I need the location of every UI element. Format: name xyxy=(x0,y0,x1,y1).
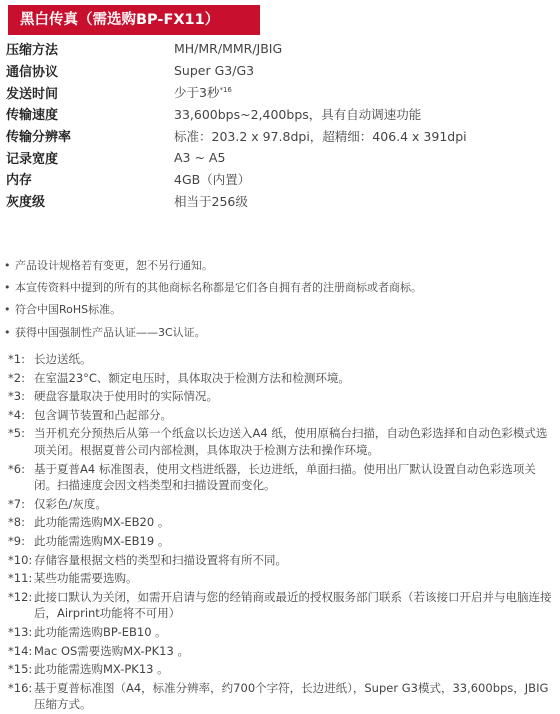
footnote-text: 此功能需选购MX-EB19 。 xyxy=(34,533,170,548)
footnote-mark: *13: xyxy=(8,624,33,639)
footnote xyxy=(8,623,556,642)
spec-label: 发送时间 xyxy=(6,86,59,102)
spec-row xyxy=(6,38,556,60)
footnote-list xyxy=(8,350,556,714)
spec-value: 相当于256级 xyxy=(174,193,248,209)
spec-row xyxy=(6,168,556,190)
footnote xyxy=(8,513,556,532)
disclaimer-list xyxy=(4,255,554,344)
footnote-mark: *5: xyxy=(8,426,25,441)
footnote-text: 在室温23°C、额定电压时，具体取决于检测方法和检测环境。 xyxy=(34,370,350,385)
bullet-icon: • xyxy=(4,281,11,295)
footnote-text: 包含调节装置和凸起部分。 xyxy=(34,407,172,422)
footnote xyxy=(8,642,556,661)
spec-row xyxy=(6,146,556,168)
footnote-mark: *9: xyxy=(8,533,25,548)
footnote xyxy=(8,350,556,369)
footnote-ref: *16 xyxy=(219,86,232,95)
spec-value: 4GB（内置） xyxy=(174,171,251,187)
footnote-text: 此功能需选购BP-EB10 。 xyxy=(34,624,167,639)
spec-value: MH/MR/MMR/JBIG xyxy=(174,41,283,57)
footnote xyxy=(8,406,556,425)
list-item: • 符合中国RoHS标准。 xyxy=(4,299,554,321)
footnote-text: 硬盘容量取决于使用时的实际情况。 xyxy=(34,389,218,404)
footnote-mark: *7: xyxy=(8,496,25,511)
spec-value: A3 ~ A5 xyxy=(174,149,226,165)
footnote-mark: *1: xyxy=(8,352,25,366)
section-header: 黑白传真（需选购BP-FX11） xyxy=(8,5,260,35)
spec-label: 传输分辨率 xyxy=(6,130,72,146)
footnote-mark: *12: xyxy=(8,589,33,604)
spec-label: 内存 xyxy=(6,173,33,189)
spec-row xyxy=(6,103,556,125)
footnote-text: 此功能需选购MX-PK13 。 xyxy=(34,662,169,677)
spec-label: 灰度级 xyxy=(6,195,46,211)
footnote-text: 当开机充分预热后从第一个纸盒以长边送入A4 纸，使用原稿台扫描，自动色彩选择和自动色彩模式选项关闭。根据夏普公司内部检测，具体取决于检测方法和操作环境。 xyxy=(34,426,548,457)
list-item: • 本宣传资料中提到的所有的其他商标名称都是它们各自拥有者的注册商标或者商标。 xyxy=(4,277,554,299)
spec-row xyxy=(6,125,556,147)
footnote xyxy=(8,369,556,388)
footnote-mark: *15: xyxy=(8,662,33,677)
footnote-text: 基于夏普标准图（A4，标准分辨率，约700个字符，长边进纸），Super G3模式，33,600bps，JBIG压缩方式。 xyxy=(34,680,549,712)
footnote-text: 长边送纸。 xyxy=(34,352,92,366)
footnote xyxy=(8,588,556,623)
spec-value: Super G3/G3 xyxy=(174,63,255,79)
footnote xyxy=(8,387,556,406)
spec-label: 传输速度 xyxy=(6,108,59,124)
footnote-text: 某些功能需要选购。 xyxy=(34,571,138,586)
footnote xyxy=(8,495,556,514)
footnote xyxy=(8,551,556,570)
bullet-icon: • xyxy=(4,259,11,272)
spec-label: 通信协议 xyxy=(6,65,59,81)
spec-row xyxy=(6,81,556,103)
footnote-text: Mac OS需要选购MX-PK13 。 xyxy=(34,643,189,658)
footnote-mark: *6: xyxy=(8,461,25,476)
footnote xyxy=(8,660,556,679)
footnote xyxy=(8,532,556,551)
footnote xyxy=(8,569,556,588)
spec-row xyxy=(6,190,556,212)
bullet-icon: • xyxy=(4,325,11,339)
footnote-mark: *16: xyxy=(8,680,33,695)
footnote xyxy=(8,460,556,495)
footnote-text: 基于夏普A4 标准图表，使用文档进纸器，长边进纸，单面扫描。使用出厂默认设置自动色彩选项关闭。扫描速度会因文档类型和扫描设置而变化。 xyxy=(34,461,536,493)
footnote xyxy=(8,679,556,714)
spec-row xyxy=(6,60,556,82)
footnote-mark: *14: xyxy=(8,643,33,658)
spec-value: 标准：203.2 x 97.8dpi，超精细：406.4 x 391dpi xyxy=(174,128,467,144)
footnote-text: 仅彩色/灰度。 xyxy=(34,496,107,511)
footnote-text: 此功能需选购MX-EB20 。 xyxy=(34,515,170,530)
spec-table xyxy=(6,38,556,212)
list-item: • 产品设计规格若有变更，恕不另行通知。 xyxy=(4,255,554,277)
footnote-mark: *3: xyxy=(8,389,25,404)
footnote-mark: *10: xyxy=(8,552,33,567)
footnote-mark: *4: xyxy=(8,407,25,422)
spec-value: 少于3秒$^{*16}$ xyxy=(174,85,232,101)
list-item: • 获得中国强制性产品认证——3C认证。 xyxy=(4,322,554,344)
footnote-mark: *2: xyxy=(8,370,25,385)
spec-label: 记录宽度 xyxy=(6,151,59,167)
spec-value: 33,600bps~2,400bps，具有自动调速功能 xyxy=(174,106,422,122)
footnote-text: 存储容量根据文档的类型和扫描设置将有所不同。 xyxy=(34,552,287,567)
footnote-text: 此接口默认为关闭，如需开启请与您的经销商或最近的授权服务部门联系（若该接口开启并与电脑连接后，Airprint功能将不可用） xyxy=(34,589,552,621)
footnote xyxy=(8,424,556,459)
bullet-icon: • xyxy=(4,303,11,317)
spec-label: 压缩方法 xyxy=(6,43,59,59)
footnote-mark: *8: xyxy=(8,515,25,530)
footnote-mark: *11: xyxy=(8,571,33,586)
